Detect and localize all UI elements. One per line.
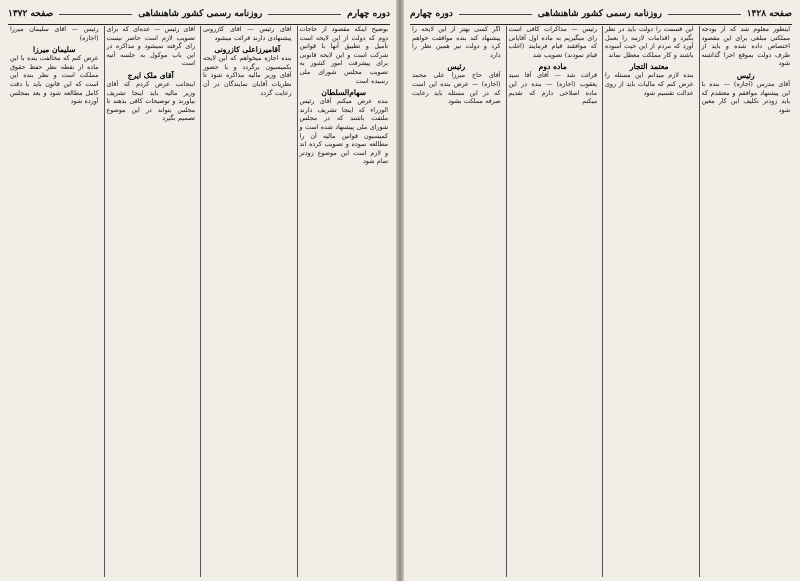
right-column-2 — [602, 26, 696, 577]
column-text: اینجانب عرض کردم که آقای وزیر مالیه باید اینجا تشریف بیاورند و توضیحات کافی بدهند تا مجلس بتواند در این موضوع تصمیم بگیرد — [106, 80, 195, 123]
column-text: قرائت شد — آقای آقا سید یعقوب (اجازه) — بنده در این ماده اصلاحی دارم که تقدیم میکنم — [508, 72, 597, 106]
left-column-2 — [200, 26, 294, 577]
right-page — [404, 0, 800, 581]
speaker-heading: معتمد التجار — [629, 62, 669, 72]
header-rule — [59, 14, 132, 15]
column-text: آقای رئیس — آقای کازرونی پیشنهادی دارند قرائت میشود — [203, 26, 292, 42]
left-page-header — [8, 4, 390, 25]
header-rule — [668, 14, 741, 15]
left-page-number: صفحه ۱۳۷۲ — [7, 9, 54, 19]
left-column-1 — [297, 26, 391, 577]
column-text: آقای رئیس — عده‌ای که برای تصویب لازم است حاضر نیست رای گرفته نمیشود و مذاکره در این باب موکول به جلسه آتیه است — [106, 26, 195, 68]
left-publication-title: روزنامه رسمی کشور شاهنشاهی — [138, 9, 263, 19]
right-publication-title: روزنامه رسمی کشور شاهنشاهی — [537, 9, 662, 19]
right-page-number: صفحه ۱۴۲۸ — [746, 9, 792, 19]
speaker-heading: ماده دوم — [538, 62, 567, 72]
right-column-3 — [506, 26, 600, 577]
column-text: بنده اجازه میخواهم که این لایحه بکمیسیون برگردد و با حضور آقای وزیر مالیه مذاکره شود تا نظریات آقایان نمایندگان در آن رعایت گردد — [203, 55, 292, 97]
speaker-heading: رئیس — [447, 62, 466, 72]
speaker-heading: آقامیرزاعلی کازرونی — [214, 45, 281, 55]
left-column-4 — [8, 26, 101, 577]
left-page — [0, 0, 396, 581]
column-text: بنده عرض میکنم آقای رئیس الوزراء که اینجا تشریف دارند ملتفت باشند که در مجلس شورای ملی پیشنهاد شده است و کمیسیون قوانین مالیه آن را مطالعه نموده و تصویب کرده اند و لازم است این موضوع زودتر تمام شود — [299, 98, 388, 166]
page-gutter — [396, 0, 404, 581]
column-text: رئیس — مذاکرات کافی است رای میگیریم به ماده اول آقایانی که موافقند قیام فرمایند (اغلب قیام نمودند) تصویب شد — [508, 26, 597, 59]
right-issue-label: دوره چهارم — [409, 9, 453, 19]
column-text: آقای مدرس (اجازه) — بنده با این پیشنهاد موافقم و معتقدم که باید زودتر تکلیف این کار معین شود — [701, 80, 790, 114]
column-text: اینطور معلوم شد که از بودجه مملکتی مبلغی برای این مقصود اختصاص داده شده و باید از طرف دولت بموقع اجرا گذاشته شود — [701, 26, 790, 68]
speaker-heading: سهام‌السلطان — [321, 88, 367, 98]
column-text: رئیس — آقای سلیمان میرزا (اجازه) — [10, 26, 99, 42]
column-text: اگر کسی بهتر از این لایحه را پیشنهاد کند بنده موافقت خواهم کرد و دولت نیز همین نظر را دارد — [412, 26, 501, 59]
header-rule — [459, 14, 532, 15]
column-text: این قسمت را دولت باید در نظر بگیرد و اقدامات لازمه را بعمل آورد که مردم از این حیث آسوده باشند و کار مملکت معطل نماند — [605, 26, 694, 59]
left-issue-label: دوره چهارم — [347, 9, 390, 19]
speaker-heading: رئیس — [736, 70, 755, 80]
speaker-heading: سلیمان میرزا — [33, 45, 76, 55]
right-column-1 — [699, 26, 793, 577]
left-column-3 — [104, 26, 198, 577]
right-page-columns — [410, 26, 792, 577]
header-rule — [268, 14, 341, 15]
column-text: آقای حاج میرزا علی محمد (اجازه) — عرض بنده این است که در این مسئله باید رعایت صرفه مملکت بشود — [412, 72, 501, 106]
right-column-4 — [410, 26, 503, 577]
column-text: عرض کنم که مخالفت بنده با این ماده از نقطه نظر حفظ حقوق مملکت است و نظر بنده این است که این قانون باید با دقت کامل مطالعه شود و بعد بمجلس آورده شود — [10, 55, 99, 106]
left-page-columns — [8, 26, 390, 577]
column-text: بنده لازم میدانم این مسئله را عرض کنم که مالیات باید از روی عدالت تقسیم شود — [605, 72, 694, 97]
column-text: بوضیح اینکه مقصود از حاجات دوم که دولت از این لایحه است تأمیل و تطبیق آنها با قوانین شرکت است و این لایحه قانونی برای پیشرفت امور کشور به تصویب مجلس شورای ملی رسیده است — [299, 26, 388, 85]
speaker-heading: آقای ملک ایرج — [127, 70, 174, 80]
right-page-header — [410, 4, 792, 25]
